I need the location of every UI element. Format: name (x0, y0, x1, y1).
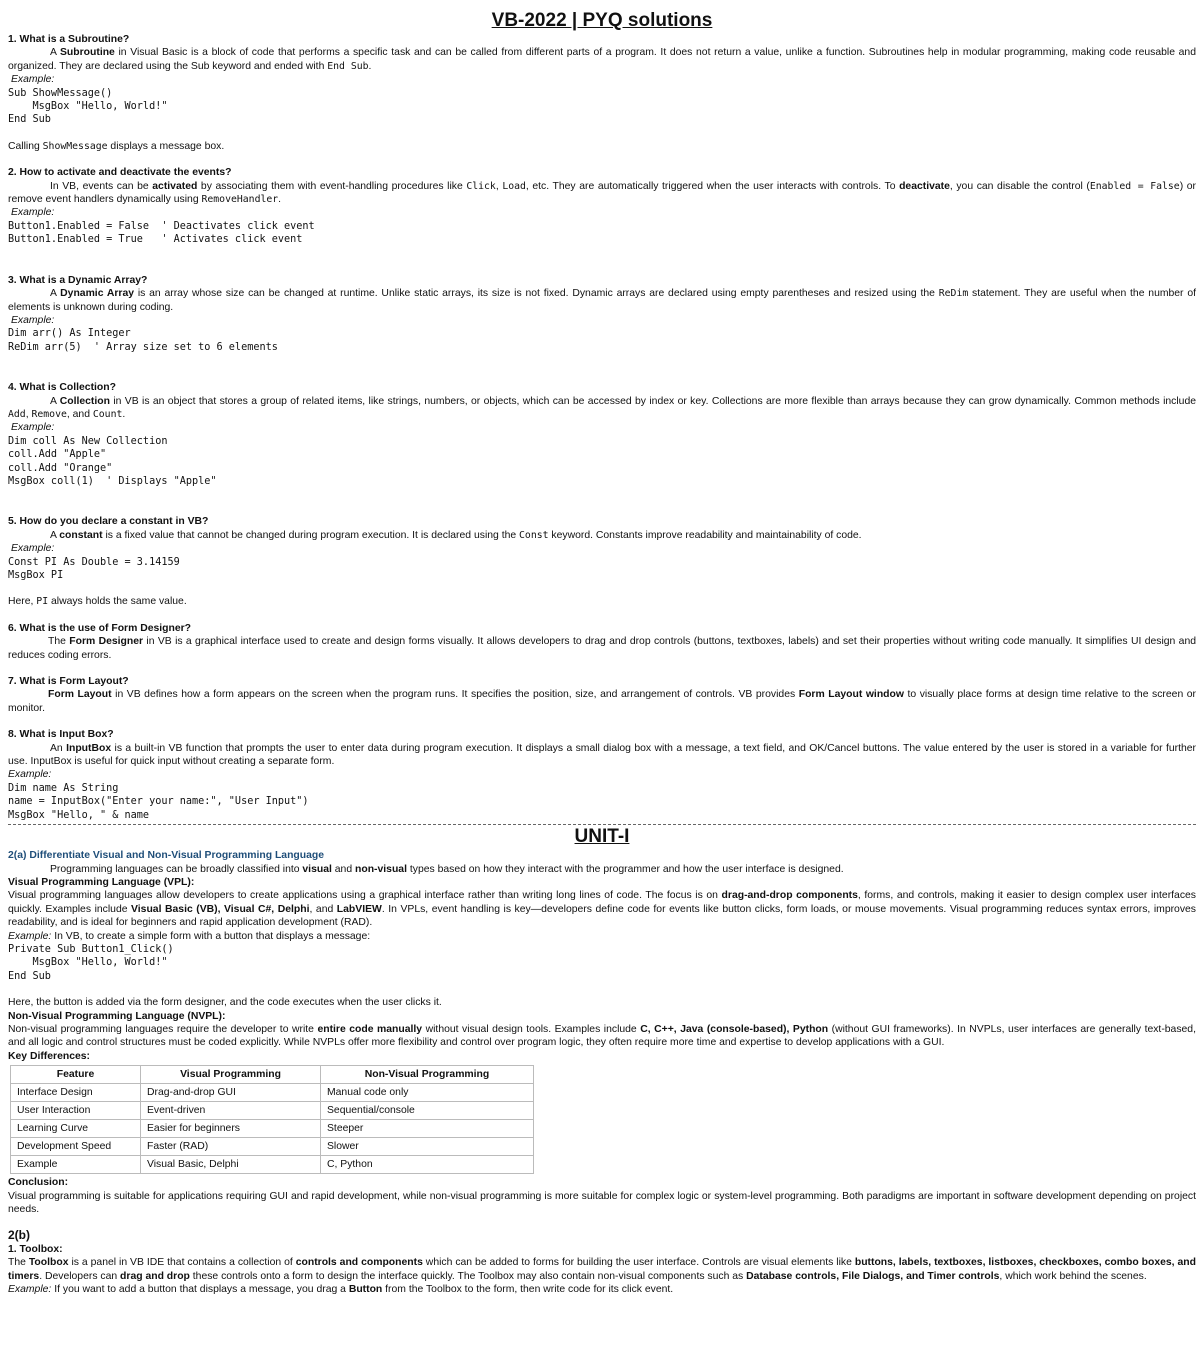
vpl-example: Example: In VB, to create a simple form with a button that displays a message: (8, 930, 371, 942)
document-title: VB-2022 | PYQ solutions (491, 10, 713, 31)
question-5-note: Here, PI always holds the same value. (8, 596, 187, 608)
key-differences-heading: Key Differences: (8, 1050, 91, 1062)
table-header-cell: Feature (11, 1066, 141, 1084)
unit-title: UNIT-I (574, 826, 630, 848)
question-5-answer: A constant is a fixed value that cannot be changed during program execution. It is declared using the Const keyword. Constants improve readability and maintainability of code. (50, 529, 862, 541)
question-3-code: Dim arr() As Integer ReDim arr(5) ' Array size set to 6 elements (8, 328, 278, 353)
example-label: Example: (11, 314, 55, 326)
question-7-answer: Form Layout in VB defines how a form appears on the screen when the program runs. It specifies the position, size, and arrangement of controls. VB provides Form Layout window to visually place forms at design time relative to the screen or monitor. (8, 689, 1197, 714)
question-6-heading: 6. What is the use of Form Designer? (8, 622, 192, 634)
question-3-heading: 3. What is a Dynamic Array? (8, 274, 148, 286)
table-cell: Easier for beginners (141, 1120, 321, 1138)
conclusion-heading: Conclusion: (8, 1177, 69, 1189)
table-row (11, 1138, 534, 1156)
table-row (11, 1084, 534, 1102)
question-5-heading: 5. How do you declare a constant in VB? (8, 516, 209, 528)
table-cell: C, Python (321, 1156, 534, 1174)
question-6-answer: The Form Designer in VB is a graphical interface used to create and design forms visually. It allows developers to drag and drop controls (buttons, textboxes, labels) and set their properties without writing code manually. It simplifies UI design and reduces coding errors. (8, 636, 1197, 661)
question-8-code: Dim name As String name = InputBox("Enter your name:", "User Input") MsgBox "Hello, " & name (8, 782, 309, 821)
toolbox-heading: 1. Toolbox: (8, 1243, 63, 1255)
section-2a-intro: Programming languages can be broadly classified into visual and non-visual types based on how they interact with the programmer and how the user interface is designed. (50, 863, 844, 875)
table-header-row (11, 1066, 534, 1084)
vpl-note: Here, the button is added via the form designer, and the code executes when the user clicks it. (8, 997, 442, 1009)
question-2-answer: In VB, events can be activated by associating them with event-handling procedures like Click, Load, etc. They are automatically triggered when the user interacts with controls. To deactivate, you can disable the control (Enabled = False) or remove event handlers dynamically using RemoveHandler. (8, 180, 1196, 206)
question-8-answer: An InputBox is a built-in VB function that prompts the user to enter data during program execution. It displays a small dialog box with a message, a text field, and OK/Cancel buttons. The value entered by the user is stored in a variable for further use. InputBox is useful for quick input without creating a separate form. (8, 742, 1196, 768)
question-3-answer: A Dynamic Array is an array whose size can be changed at runtime. Unlike static arrays, its size is not fixed. Dynamic arrays are declared using empty parentheses and resized using the ReDim statement. They are useful when the number of elements is unknown during coding. (8, 288, 1196, 313)
question-8-heading: 8. What is Input Box? (8, 729, 114, 741)
table-cell: Development Speed (11, 1138, 141, 1156)
question-5-code: Const PI As Double = 3.14159 MsgBox PI (8, 556, 180, 581)
table-row (11, 1102, 534, 1120)
table-cell: Example (11, 1156, 141, 1174)
vpl-code: Private Sub Button1_Click() MsgBox "Hello, World!" End Sub (8, 943, 174, 982)
vpl-heading: Visual Programming Language (VPL): (8, 876, 195, 888)
table-cell: Manual code only (321, 1084, 534, 1102)
table-cell: Learning Curve (11, 1120, 141, 1138)
question-7-heading: 7. What is Form Layout? (8, 676, 129, 688)
table-header-cell: Visual Programming (141, 1066, 321, 1084)
table-row (11, 1120, 534, 1138)
question-1-heading: 1. What is a Subroutine? (8, 34, 130, 45)
table-cell: Faster (RAD) (141, 1138, 321, 1156)
table-cell: Steeper (321, 1120, 534, 1138)
example-label: Example: (11, 543, 55, 555)
question-2-code: Button1.Enabled = False ' Deactivates click event Button1.Enabled = True ' Activates click event (8, 220, 315, 246)
section-2b-heading: 2(b) (8, 1228, 30, 1243)
toolbox-paragraph: The Toolbox is a panel in VB IDE that contains a collection of controls and components which can be added to forms for building the user interface. Controls are visual elements like buttons, labels, textboxes, listboxes, checkboxes, combo boxes, and timers. Developers can drag and drop these controls onto a form to design the interface quickly. The Toolbox may also contain non-visual components such as Database controls, File Dialogs, and Timer controls, which work behind the scenes. (8, 1257, 1196, 1282)
table-cell: Visual Basic, Delphi (141, 1156, 321, 1174)
question-1-code: Sub ShowMessage() MsgBox "Hello, World!" End Sub (8, 87, 168, 126)
example-label: Example: (8, 769, 52, 781)
table-cell: Slower (321, 1138, 534, 1156)
table-cell: Drag-and-drop GUI (141, 1084, 321, 1102)
question-1-note: Calling ShowMessage displays a message box. (8, 140, 225, 152)
question-2-heading: 2. How to activate and deactivate the events? (8, 167, 232, 179)
table-cell: User Interaction (11, 1102, 141, 1120)
question-4-code: Dim coll As New Collection coll.Add "Apple" coll.Add "Orange" MsgBox coll(1) ' Displays "Apple" (8, 435, 217, 487)
toolbox-example: Example: If you want to add a button that displays a message, you drag a Button from the Toolbox to the form, then write code for its click event. (8, 1284, 674, 1296)
table-row (11, 1156, 534, 1174)
example-label: Example: (11, 207, 55, 219)
question-4-answer: A Collection in VB is an object that stores a group of related items, like strings, numbers, or objects, which can be accessed by index or key. Collections are more flexible than arrays because they can grow dynamically. Common methods include Add, Remove, and Count. (8, 395, 1197, 420)
table-cell: Event-driven (141, 1102, 321, 1120)
nvpl-paragraph: Non-visual programming languages require the developer to write entire code manually without visual design tools. Examples include C, C++, Java (console-based), Python (without GUI frameworks). In NVPLs, user interfaces are generally text-based, and all logic and control structures must be coded explicitly. While NVPLs offer more flexibility and control over program logic, they often require more time and expertise to develop applications with a GUI. (8, 1023, 1196, 1049)
question-1-answer: A Subroutine in Visual Basic is a block of code that performs a specific task and can be called from different parts of a program. It does not return a value, unlike a function. Subroutines help in modular programming, making code reusable and organized. They are declared using the Sub keyword and ended with End Sub. (8, 47, 1196, 72)
example-label: Example: (11, 422, 55, 434)
table-cell: Interface Design (11, 1084, 141, 1102)
table-header-cell: Non-Visual Programming (321, 1066, 534, 1084)
table-cell: Sequential/console (321, 1102, 534, 1120)
section-2a-heading: 2(a) Differentiate Visual and Non-Visual Programming Language (8, 850, 325, 862)
vpl-paragraph: Visual programming languages allow developers to create applications using a graphical interface rather than writing long lines of code. The focus is on drag-and-drop components, forms, and controls, making it easier to design complex user interfaces quickly. Examples include Visual Basic (VB), Visual C#, Delphi, and LabVIEW. In VPLs, event handling is key—developers define code for events like button clicks, form loads, or mouse movements. Visual programming reduces syntax errors, improves readability, and is ideal for beginners and rapid application development (RAD). (8, 890, 1197, 929)
question-4-heading: 4. What is Collection? (8, 382, 116, 394)
example-label: Example: (11, 74, 55, 86)
conclusion-paragraph: Visual programming is suitable for applications requiring GUI and rapid development, while non-visual programming is more suitable for complex logic or system-level programming. Both paradigms are important in software development depending on project needs. (8, 1190, 1196, 1215)
key-differences-table (10, 1065, 534, 1174)
nvpl-heading: Non-Visual Programming Language (NVPL): (8, 1010, 226, 1022)
